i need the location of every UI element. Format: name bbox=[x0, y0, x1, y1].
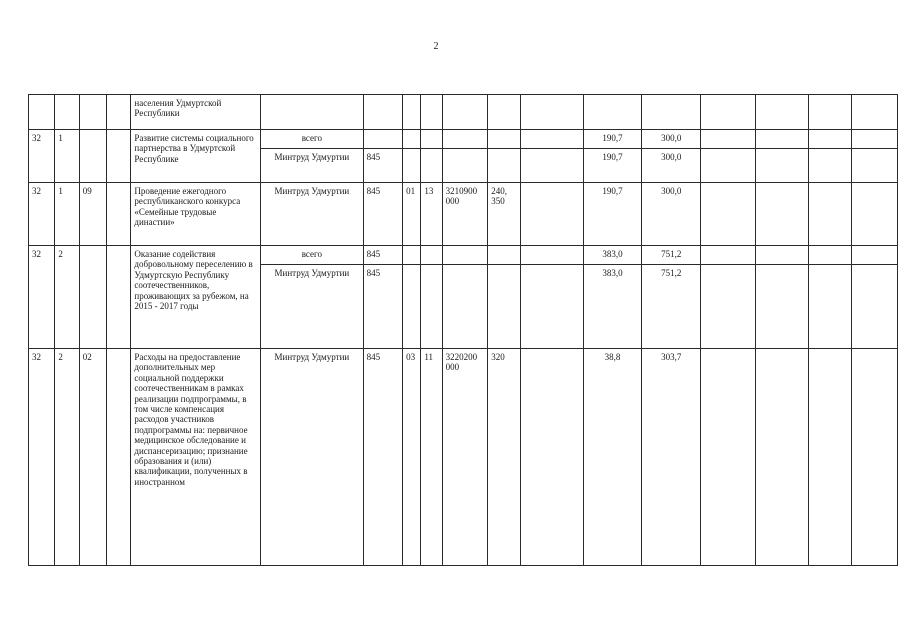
grbs: 845 bbox=[363, 265, 403, 349]
pp-code: 1 bbox=[55, 183, 79, 246]
executor: Минтруд Удмуртии bbox=[261, 265, 363, 349]
executor: Минтруд Удмуртии bbox=[261, 149, 363, 183]
value-2016: 300,0 bbox=[642, 149, 701, 183]
om-code: 09 bbox=[79, 183, 106, 246]
value-2016: 303,7 bbox=[642, 349, 701, 566]
csr: 3220200 000 bbox=[442, 349, 488, 566]
value-2016: 300,0 bbox=[642, 183, 701, 246]
pp-code: 1 bbox=[55, 130, 79, 183]
row-name: Оказание содействия добровольному переселению в Удмуртскую Республику соотечественников, проживающих за рубежом, на 2015 - 2017 годы bbox=[131, 246, 261, 349]
table-row bbox=[29, 130, 898, 149]
gp-code: 32 bbox=[29, 349, 55, 566]
executor: всего bbox=[261, 246, 363, 265]
value-2016: 300,0 bbox=[642, 130, 701, 149]
om-code bbox=[79, 130, 106, 183]
executor: Минтруд Удмуртии bbox=[261, 349, 363, 566]
grbs: 845 bbox=[363, 149, 403, 183]
value-2015: 190,7 bbox=[583, 130, 642, 149]
vr: 240, 350 bbox=[488, 183, 520, 246]
csr: 3210900 000 bbox=[442, 183, 488, 246]
om-code bbox=[79, 246, 106, 349]
grbs bbox=[363, 130, 403, 149]
gp-code: 32 bbox=[29, 130, 55, 183]
value-2015: 38,8 bbox=[583, 349, 642, 566]
table-row bbox=[29, 246, 898, 265]
value-2015: 383,0 bbox=[583, 246, 642, 265]
table-row bbox=[29, 349, 898, 566]
row-name: Развитие системы социального партнерства в Удмуртской Республике bbox=[131, 130, 261, 183]
table-row bbox=[29, 95, 898, 130]
page-number: 2 bbox=[433, 41, 439, 52]
row-name: Расходы на предоставление дополнительных мер социальной поддержки соотечественникам в рамках реализации подпрограммы, в том числе компенсация расходов участников подпрограммы на: первичное медицинское обследование и диспансеризацию; признание образования и (или) квалификации, полученных в иностранном bbox=[131, 349, 261, 566]
pr: 13 bbox=[421, 183, 442, 246]
grbs: 845 bbox=[363, 183, 403, 246]
vr: 320 bbox=[488, 349, 520, 566]
om-code: 02 bbox=[79, 349, 106, 566]
executor: всего bbox=[261, 130, 363, 149]
gp-code: 32 bbox=[29, 183, 55, 246]
rz: 01 bbox=[403, 183, 421, 246]
value-2015: 383,0 bbox=[583, 265, 642, 349]
grbs: 845 bbox=[363, 349, 403, 566]
value-2016: 751,2 bbox=[642, 246, 701, 265]
grbs: 845 bbox=[363, 246, 403, 265]
gp-code: 32 bbox=[29, 246, 55, 349]
table-row bbox=[29, 183, 898, 246]
rz: 03 bbox=[403, 349, 421, 566]
budget-table bbox=[28, 94, 898, 566]
row-name: населения Удмуртской Республики bbox=[131, 95, 261, 130]
pp-code: 2 bbox=[55, 349, 79, 566]
pr: 11 bbox=[421, 349, 442, 566]
value-2015: 190,7 bbox=[583, 183, 642, 246]
row-name: Проведение ежегодного республиканского конкурса «Семейные трудовые династии» bbox=[131, 183, 261, 246]
executor: Минтруд Удмуртии bbox=[261, 183, 363, 246]
pp-code: 2 bbox=[55, 246, 79, 349]
value-2016: 751,2 bbox=[642, 265, 701, 349]
value-2015: 190,7 bbox=[583, 149, 642, 183]
